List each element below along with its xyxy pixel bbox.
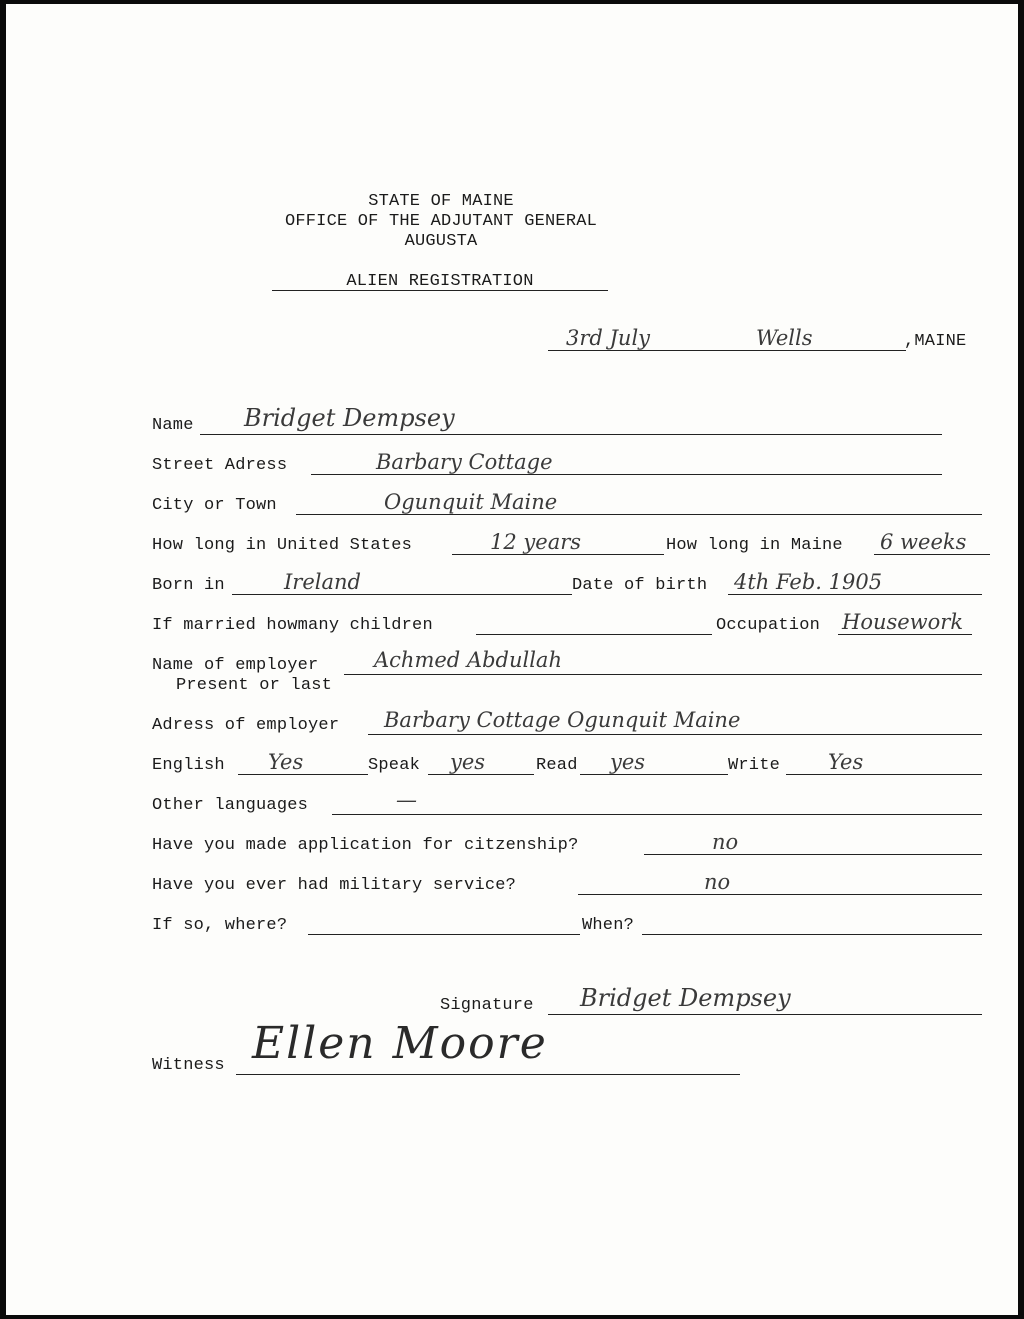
employer-address-line [368, 734, 982, 735]
write-value: Yes [828, 750, 864, 774]
born-in-value: Ireland [284, 570, 361, 594]
citizenship-label: Have you made application for citzenship? [152, 836, 579, 855]
married-label: If married howmany children [152, 616, 433, 635]
speak-value: yes [450, 750, 486, 774]
speak-label: Speak [368, 756, 421, 775]
how-long-us-line [452, 554, 664, 555]
write-line [786, 774, 982, 775]
write-label: Write [728, 756, 781, 775]
how-long-maine-label: How long in Maine [666, 536, 843, 555]
street-label: Street Adress [152, 456, 288, 475]
english-label: English [152, 756, 225, 775]
employer-address-label: Adress of employer [152, 716, 340, 735]
header-city: AUGUSTA [404, 232, 478, 251]
dateline-underline [548, 350, 906, 351]
english-line [238, 774, 368, 775]
occupation-line [838, 634, 972, 635]
military-label: Have you ever had military service? [152, 876, 517, 895]
signature-label: Signature [440, 996, 534, 1015]
employer-label: Name of employer [152, 656, 319, 675]
other-languages-value: — [396, 788, 417, 812]
born-in-label: Born in [152, 576, 225, 595]
city-value: Ogunquit Maine [384, 490, 558, 514]
occupation-value: Housework [842, 610, 964, 634]
dateline-town: Wells [756, 326, 813, 350]
military-value: no [704, 870, 731, 894]
occupation-label: Occupation [716, 616, 821, 635]
witness-line [236, 1074, 740, 1075]
employer-address-value: Barbary Cottage Ogunquit Maine [384, 708, 741, 732]
other-languages-label: Other languages [152, 796, 309, 815]
witness-signature: Ellen Moore [252, 1018, 548, 1069]
how-long-maine-line [874, 554, 990, 555]
name-label: Name [152, 416, 194, 435]
signature-value: Bridget Dempsey [580, 984, 791, 1012]
present-or-last-label: Present or last [176, 676, 333, 695]
if-so-where-line [308, 934, 580, 935]
witness-label: Witness [152, 1056, 225, 1075]
dateline-state: ,MAINE [904, 332, 967, 351]
city-label: City or Town [152, 496, 277, 515]
form-title: ALIEN REGISTRATION [346, 272, 534, 291]
born-in-line [232, 594, 572, 595]
read-line [580, 774, 728, 775]
header-state: STATE OF MAINE [368, 192, 514, 211]
street-value: Barbary Cottage [376, 450, 553, 474]
date-of-birth-label: Date of birth [572, 576, 708, 595]
read-label: Read [536, 756, 578, 775]
name-line [200, 434, 942, 435]
signature-line [548, 1014, 982, 1015]
military-line [578, 894, 982, 895]
when-label: When? [582, 916, 635, 935]
name-value: Bridget Dempsey [244, 404, 455, 432]
citizenship-line [644, 854, 982, 855]
how-long-us-value: 12 years [490, 530, 582, 554]
citizenship-value: no [712, 830, 739, 854]
header-office: OFFICE OF THE ADJUTANT GENERAL [284, 212, 598, 231]
alien-registration-form [6, 4, 1018, 1315]
street-line [311, 474, 942, 475]
date-of-birth-value: 4th Feb. 1905 [734, 570, 883, 594]
title-underline [272, 290, 608, 291]
english-value: Yes [268, 750, 304, 774]
date-of-birth-line [728, 594, 982, 595]
how-long-maine-value: 6 weeks [880, 530, 967, 554]
read-value: yes [610, 750, 646, 774]
when-line [642, 934, 982, 935]
dateline-date: 3rd July [566, 326, 651, 350]
other-languages-line [332, 814, 982, 815]
employer-value: Achmed Abdullah [374, 648, 562, 672]
if-so-where-label: If so, where? [152, 916, 288, 935]
city-line [296, 514, 982, 515]
speak-line [428, 774, 534, 775]
how-long-us-label: How long in United States [152, 536, 413, 555]
employer-line [344, 674, 982, 675]
married-line [476, 634, 712, 635]
